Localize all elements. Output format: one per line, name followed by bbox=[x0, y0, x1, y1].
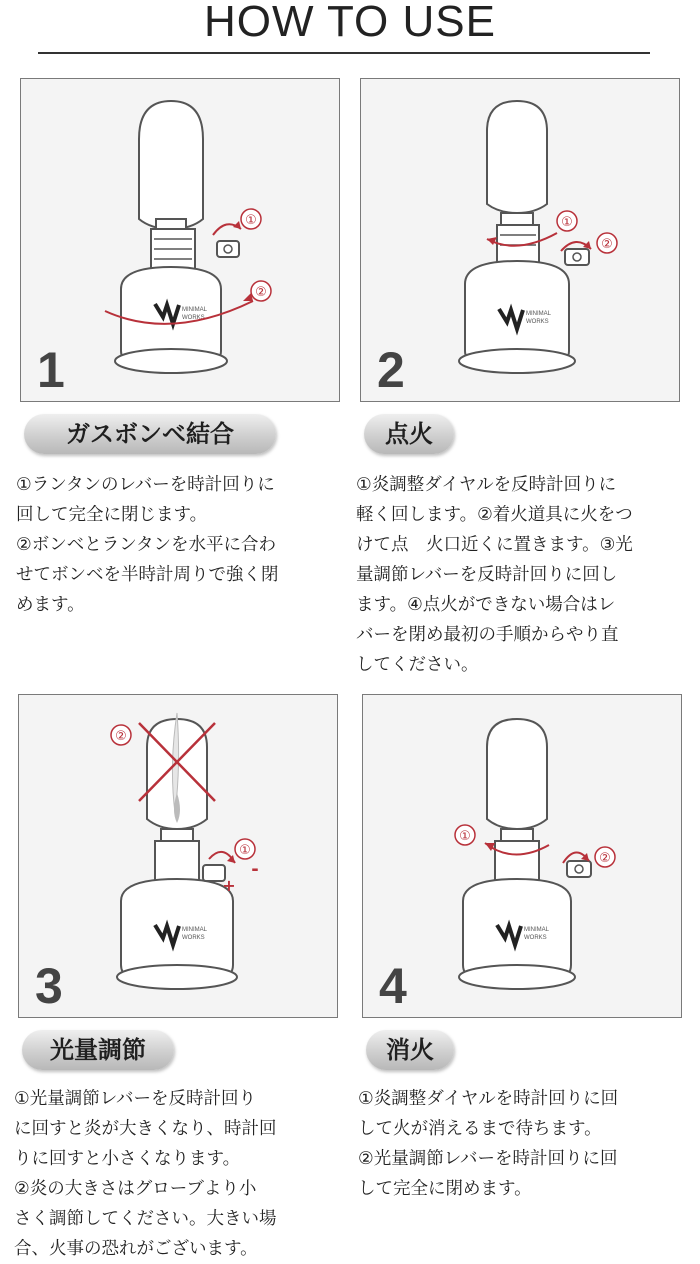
step-description: ①炎調整ダイヤルを時計回りに回 して火が消えるまで待ちます。 ②光量調節レバーを時計回りに回 して完全に閉めます。 bbox=[358, 1089, 619, 1199]
brand-line-2: WORKS bbox=[524, 935, 547, 941]
step-heading: 点火 bbox=[364, 414, 454, 454]
title-divider bbox=[38, 52, 650, 54]
marker-2: ② bbox=[115, 729, 127, 744]
lantern-illustration bbox=[363, 695, 681, 1017]
marker-1: ① bbox=[239, 843, 251, 858]
marker-2: ② bbox=[255, 285, 267, 300]
brand-line-2: WORKS bbox=[526, 319, 549, 325]
step-number: 3 bbox=[35, 958, 63, 1014]
step-3-illustration bbox=[18, 694, 338, 1018]
step-4-illustration bbox=[362, 694, 682, 1018]
brand-line-1: MINIMAL bbox=[182, 307, 208, 313]
step-heading: ガスボンベ結合 bbox=[24, 414, 276, 454]
step-number: 1 bbox=[37, 342, 65, 398]
step-description: ①炎調整ダイヤルを反時計回りに 軽く回します。②着火道具に火をつ けて点 火口近くに置きます。③光 量調節レバーを反時計回りに回し ます。④点火ができない場合はレ バーを閉め最初の手順からやり直 してください。 bbox=[356, 475, 633, 675]
step-number: 2 bbox=[377, 342, 405, 398]
marker-1: ① bbox=[459, 829, 471, 844]
step-1-illustration bbox=[20, 78, 340, 402]
page-title: HOW TO USE bbox=[204, 0, 496, 46]
step-description: ①ランタンのレバーを時計回りに 回して完全に閉じます。 ②ボンベとランタンを水平に合わ せてボンベを半時計周りで強く閉 めます。 bbox=[16, 475, 279, 615]
plus-sign: + bbox=[222, 876, 236, 895]
minus-sign: - bbox=[251, 859, 259, 880]
brand-line-2: WORKS bbox=[182, 315, 205, 321]
step-2-illustration bbox=[360, 78, 680, 402]
brand-line-1: MINIMAL bbox=[524, 927, 550, 933]
lantern-illustration bbox=[21, 79, 339, 401]
step-number: 4 bbox=[379, 958, 407, 1014]
step-heading: 消火 bbox=[366, 1030, 454, 1070]
marker-1: ① bbox=[245, 213, 257, 228]
brand-line-1: MINIMAL bbox=[526, 311, 552, 317]
marker-2: ② bbox=[599, 851, 611, 866]
marker-2: ② bbox=[601, 237, 613, 252]
brand-line-1: MINIMAL bbox=[182, 927, 208, 933]
brand-line-2: WORKS bbox=[182, 935, 205, 941]
step-description: ①光量調節レバーを反時計回り に回すと炎が大きくなり、時計回 りに回すと小さくなります。 ②炎の大きさはグローブより小 さく調節してください。大きい場 合、火事の恐れがございます。 bbox=[14, 1089, 277, 1259]
step-heading: 光量調節 bbox=[22, 1030, 174, 1070]
lantern-illustration bbox=[361, 79, 679, 401]
marker-1: ① bbox=[561, 215, 573, 230]
lantern-illustration bbox=[19, 695, 337, 1017]
